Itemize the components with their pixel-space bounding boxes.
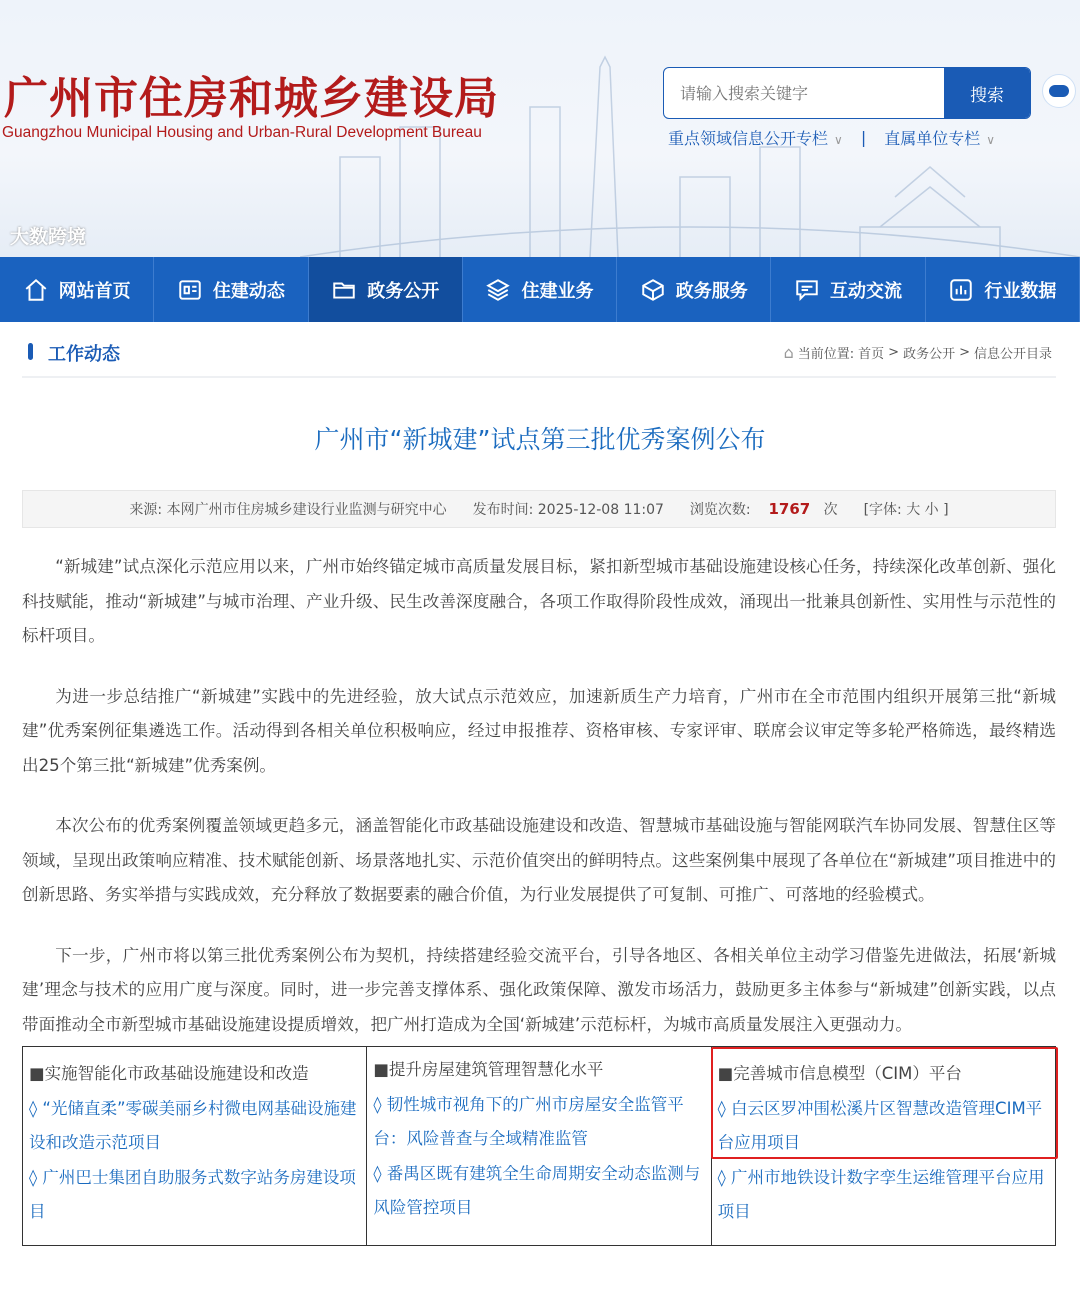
section-bar [22,330,1056,378]
case-link[interactable]: ◊ “光储直柔”零碳美丽乡村微电网基础设施建设和改造示范项目 [29,1098,357,1152]
paragraph: 下一步，广州市将以第三批优秀案例公布为契机，持续搭建经验交流平台，引导各地区、各相关单位主动学习借鉴先进做法，拓展‘新城建’理念与技术的应用广度与深度。同时，进一步完善支撑体系、强化政策保障、激发市场活力，鼓励更多主体参与“新城建”创新实践，以点带面推动全市新型城市基础设施建设提质增效，把广州打造成为全国‘新城建’示范标杆，为城市高质量发展注入更强动力。 [22,945,1056,1034]
nav-label: 住建业务 [521,280,594,302]
chat-icon [794,277,820,303]
nav-services[interactable] [617,257,771,322]
news-icon [177,277,203,303]
font-size-toggle[interactable]: [字体: 大 小 ] [863,502,949,518]
nav-news[interactable] [154,257,308,322]
case-column [367,1047,711,1245]
article-meta [22,490,1056,528]
nav-business[interactable] [463,257,617,322]
home-icon: ⌂ [783,343,794,362]
views-unit: 次 [823,502,838,518]
key-areas-label: 重点领域信息公开专栏 [668,129,829,148]
nav-label: 住建动态 [212,280,285,302]
breadcrumb-home[interactable]: 首页 [858,347,885,362]
nav-label: 互动交流 [830,280,903,302]
affiliated-units-label: 直属单位专栏 [884,129,981,148]
watermark: 大数跨境 [10,226,87,248]
view-count [690,499,838,519]
case-link[interactable]: ◊ 韧性城市视角下的广州市房屋安全监管平台：风险普查与全域精准监管 [373,1094,684,1148]
cases-table [22,1046,1056,1246]
views-label: 浏览次数: [689,502,751,518]
nav-label: 网站首页 [58,280,131,302]
header-sublinks [668,126,995,149]
site-logo-title[interactable]: 广州市住房和城乡建设局 [4,73,499,124]
case-link[interactable]: ◊ 广州巴士集团自助服务式数字站务房建设项目 [29,1167,356,1221]
main-nav [0,257,1080,322]
nav-data[interactable] [926,257,1080,322]
views-number: 1767 [768,500,811,518]
case-column [23,1047,367,1245]
article-body [22,550,1056,1042]
chart-icon [948,277,974,303]
site-header [0,0,1080,257]
nav-home[interactable] [0,257,154,322]
paragraph: 为进一步总结推广“新城建”实践中的先进经验，放大试点示范效应，加速新质生产力培育，广州市在全市范围内组织开展第三批“新城建”优秀案例征集遴选工作。活动得到各相关单位积极响应，经过申报推荐、资格审核、专家评审、联席会议审定等多轮严格筛选，最终精选出25个第三批“新城建”优秀案例。 [22,686,1056,775]
nav-government-affairs[interactable] [309,257,463,322]
assistant-robot-icon[interactable] [1042,74,1076,108]
article-source: 来源: 本网广州市住房城乡建设行业监测与研究中心 [129,502,447,518]
folder-icon [331,277,357,303]
breadcrumb-sep: > [888,345,900,360]
case-link[interactable]: ◊ 番禺区既有建筑全生命周期安全动态监测与风险管控项目 [373,1163,701,1217]
case-category: ■实施智能化市政基础设施建设和改造 [29,1064,309,1083]
case-link[interactable]: ◊ 白云区罗冲围松溪片区智慧改造管理CIM平台应用项目 [717,1098,1043,1152]
breadcrumb [784,343,1052,362]
case-column [712,1047,1055,1245]
search-button[interactable]: 搜索 [944,68,1030,118]
nav-label: 政务服务 [675,280,748,302]
home-icon [23,277,49,303]
nav-label: 政务公开 [367,280,440,302]
section-title: 工作动态 [28,340,120,366]
search-box [663,67,1031,119]
article-content [22,550,1056,1246]
publish-time: 发布时间: 2025-12-08 11:07 [472,502,664,518]
nav-interaction[interactable] [771,257,925,322]
separator: | [860,128,867,147]
chevron-down-icon: ∨ [834,133,843,147]
site-logo-subtitle: Guangzhou Municipal Housing and Urban-Rural Development Bureau [2,124,482,141]
breadcrumb-catalog[interactable]: 信息公开目录 [973,347,1052,362]
affiliated-units-link[interactable] [884,126,995,149]
article-title: 广州市“新城建”试点第三批优秀案例公布 [314,425,766,454]
key-areas-link[interactable] [668,126,843,149]
breadcrumb-sep: > [959,345,970,360]
chevron-down-icon: ∨ [986,133,996,147]
breadcrumb-prefix: 当前位置: [797,347,855,362]
layers-icon [485,277,511,303]
case-link[interactable]: ◊ 广州市地铁设计数字孪生运维管理平台应用项目 [717,1167,1045,1221]
nav-label: 行业数据 [984,280,1057,302]
case-category: ■提升房屋建筑管理智慧化水平 [373,1060,604,1079]
cube-icon [640,277,666,303]
search-input[interactable] [664,68,944,118]
case-category: ■完善城市信息模型（CIM）平台 [717,1064,962,1083]
paragraph: 本次公布的优秀案例覆盖领域更趋多元，涵盖智能化市政基础设施建设和改造、智慧城市基础设施与智能网联汽车协同发展、智慧住区等领域，呈现出政策响应精准、技术赋能创新、场景落地扎实、示范价值突出的鲜明特点。这些案例集中展现了各单位在“新城建”项目推进中的创新思路、务实举措与实践成效，充分释放了数据要素的融合价值，为行业发展提供了可复制、可推广、可落地的经验模式。 [22,816,1056,904]
paragraph: “新城建”试点深化示范应用以来，广州市始终锚定城市高质量发展目标，紧扣新型城市基础设施建设核心任务，持续深化改革创新、强化科技赋能，推动“新城建”与城市治理、产业升级、民生改善深度融合，各项工作取得阶段性成效，涌现出一批兼具创新性、实用性与示范性的标杆项目。 [22,557,1056,645]
breadcrumb-gov[interactable]: 政务公开 [903,347,956,362]
